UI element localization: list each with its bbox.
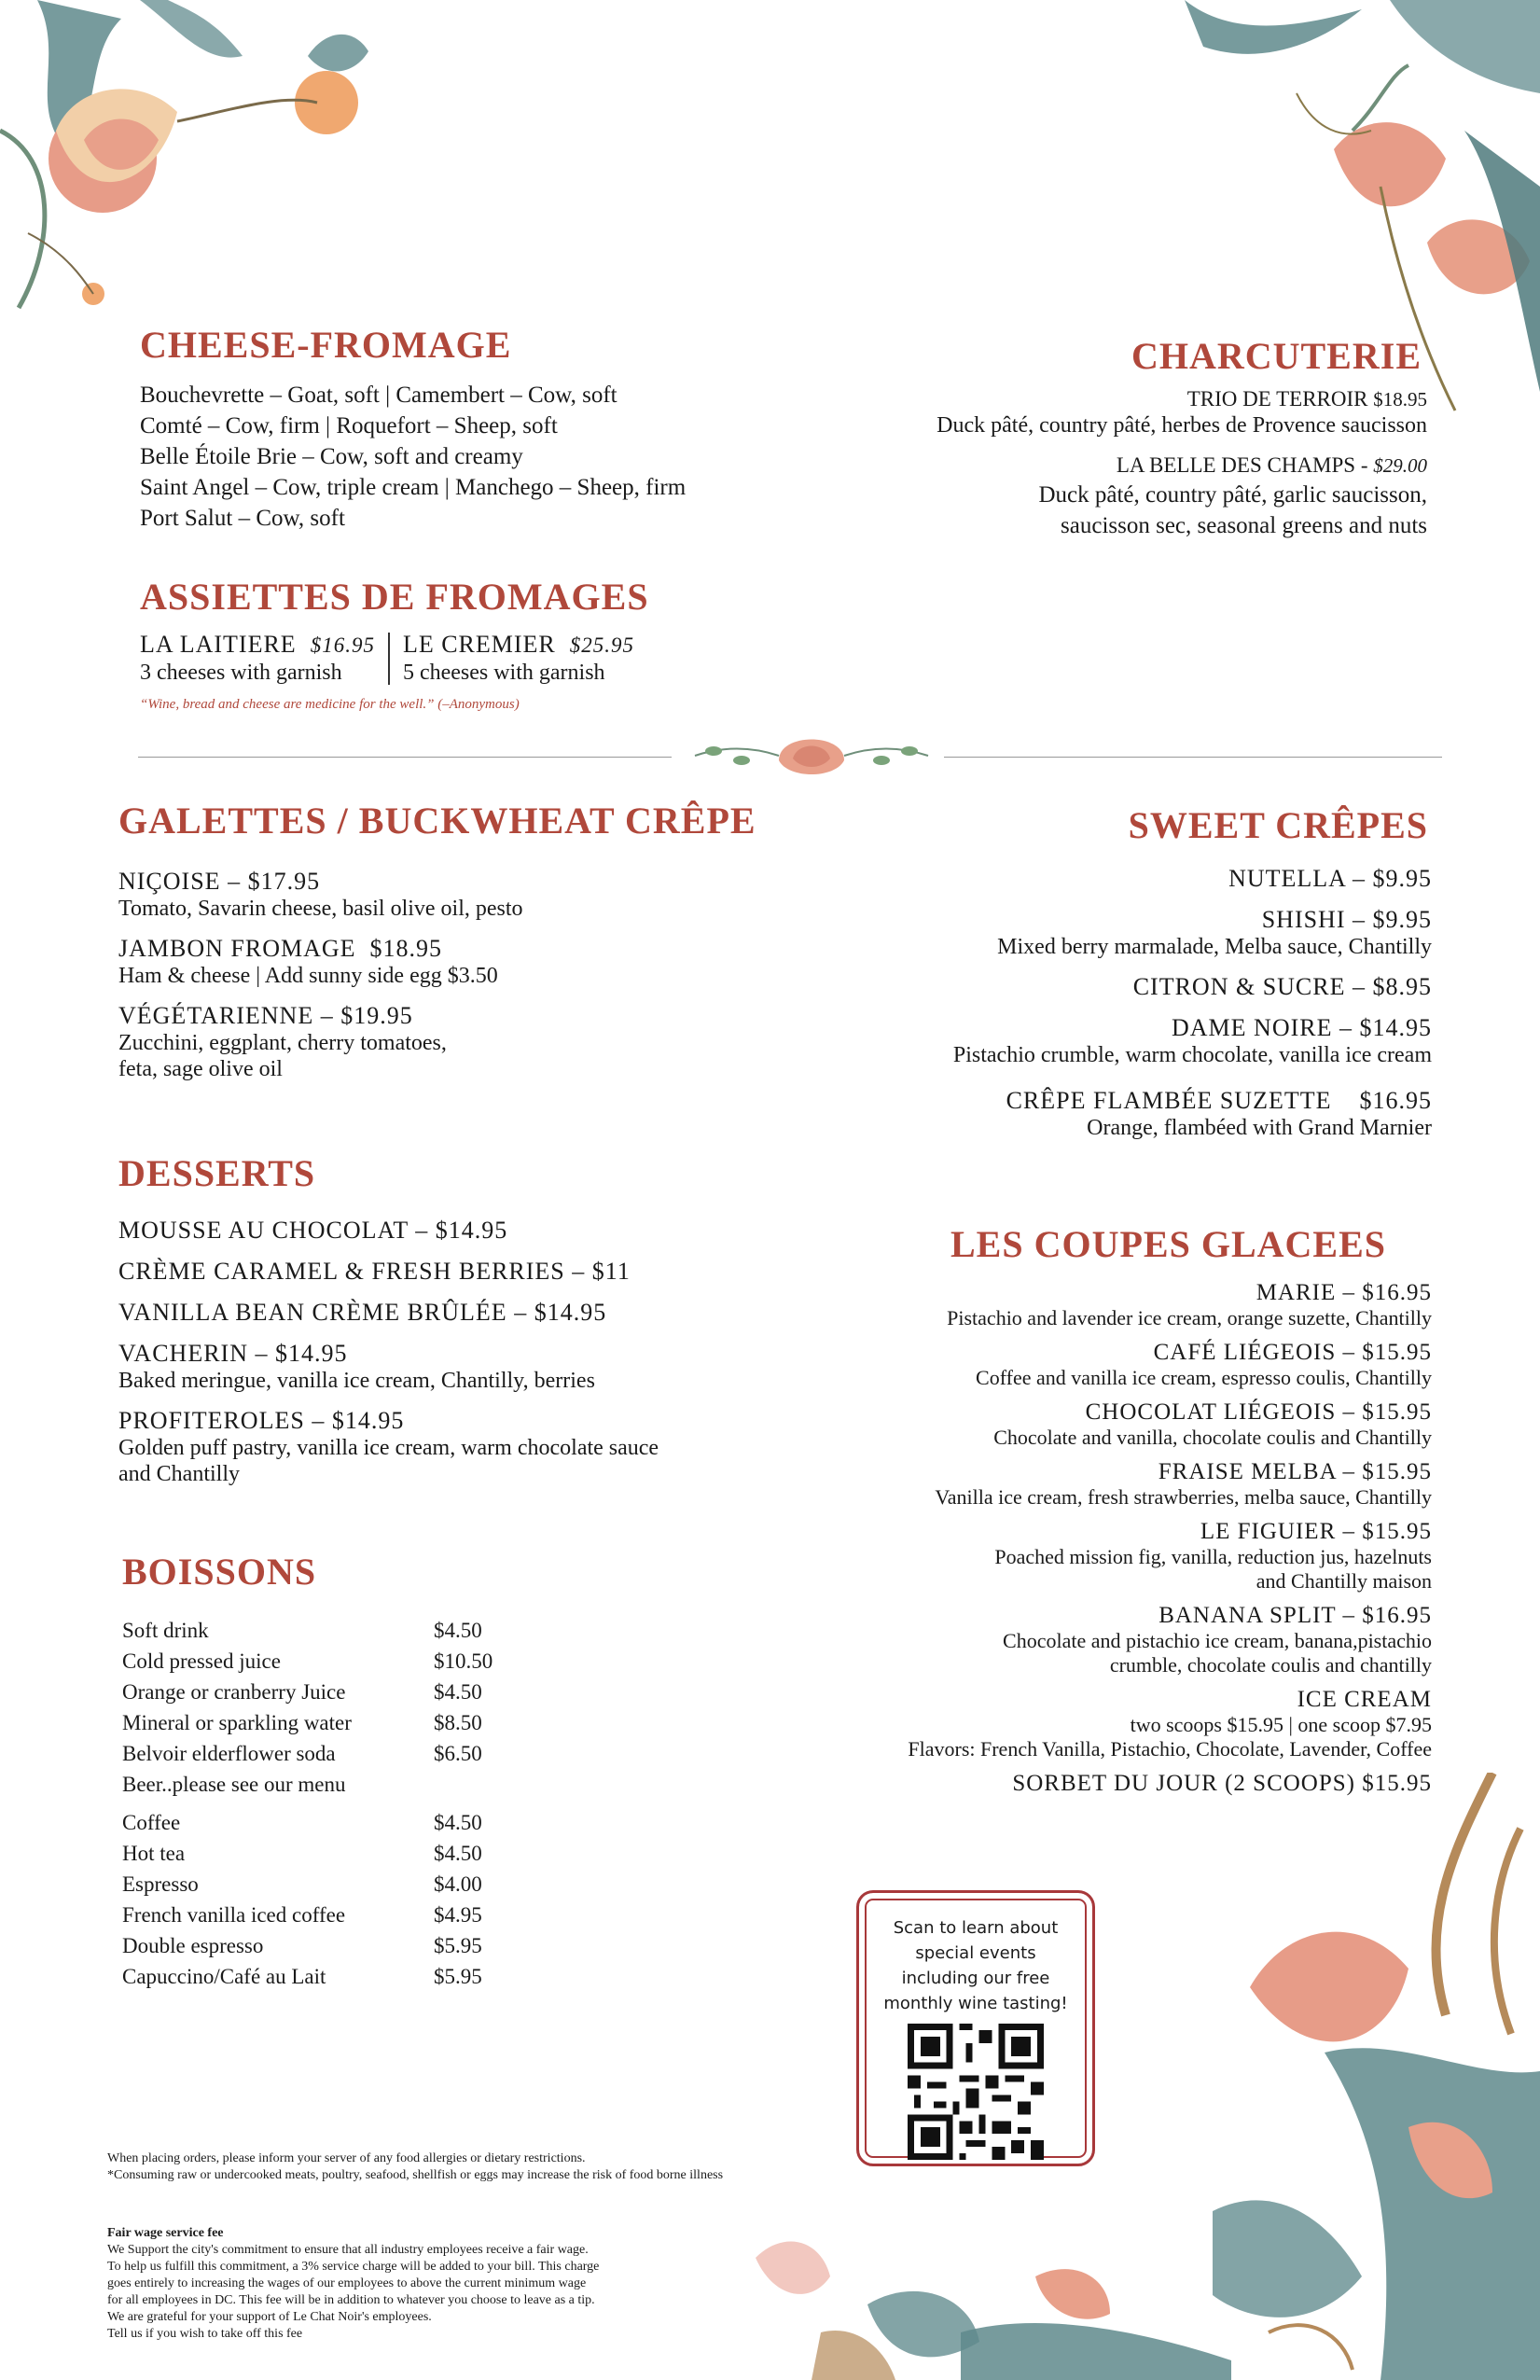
galette-name: VÉGÉTARIENNE <box>118 1002 314 1029</box>
dessert-desc: and Chantilly <box>118 1462 240 1486</box>
sweet-crepes-title: SWEET CRÊPES <box>1128 804 1428 846</box>
charcuterie-desc: Duck pâté, country pâté, herbes de Provence saucisson <box>936 413 1427 438</box>
coupe-item: FRAISE MELBA – $15.95 Vanilla ice cream, fresh strawberries, melba sauce, Chantilly <box>802 1459 1432 1510</box>
sweet-crepe-name: CRÊPE FLAMBÉE SUZETTE <box>1006 1087 1332 1114</box>
galettes-section <box>118 802 827 1095</box>
coupe-name: BANANA SPLIT <box>1158 1603 1337 1628</box>
beverage-price: $10.50 <box>434 1649 493 1673</box>
fair-wage-line: To help us fulfill this commitment, a 3% service charge will be added to your bill. This charge <box>107 2260 600 2274</box>
qr-text: special events <box>915 1943 1036 1963</box>
sweet-crepe-item <box>839 1087 1432 1141</box>
sorbet-item <box>802 1771 1432 1797</box>
beverage-price: $5.95 <box>434 1965 482 1988</box>
beverage-price: $4.50 <box>434 1619 482 1642</box>
beverage-name: Orange or cranberry Juice <box>122 1680 346 1704</box>
sweet-crepe-item: DAME NOIRE – $14.95 Pistachio crumble, warm chocolate, vanilla ice cream <box>839 1014 1432 1068</box>
qr-text: monthly wine tasting! <box>883 1994 1068 2013</box>
charcuterie-item <box>839 386 1427 438</box>
coupe-price: $16.95 <box>1362 1280 1432 1305</box>
assiette-name: LA LAITIERE <box>140 631 297 658</box>
cheese-line: Saint Angel – Cow, triple cream | Manchego – Sheep, firm <box>140 475 687 500</box>
galette-desc: Ham & cheese | Add sunny side egg $3.50 <box>118 964 498 988</box>
charcuterie-item <box>839 452 1427 541</box>
beverage-row <box>122 1961 645 1992</box>
assiettes-items <box>140 631 737 686</box>
coupes-section <box>802 1223 1432 1797</box>
dessert-name: VACHERIN <box>118 1340 248 1367</box>
sweet-crepe-price: $14.95 <box>1359 1014 1432 1041</box>
sorbet-name: SORBET DU JOUR (2 SCOOPS) <box>1012 1771 1355 1796</box>
ice-cream-prices: two scoops $15.95 | one scoop $7.95 <box>1130 1713 1432 1736</box>
coupe-item: LE FIGUIER – $15.95 Poached mission fig, vanilla, reduction jus, hazelnuts and Chantilly maison <box>802 1519 1432 1594</box>
cheese-line: Port Salut – Cow, soft <box>140 506 345 531</box>
coupe-item: BANANA SPLIT – $16.95 Chocolate and pistachio ice cream, banana,pistachio crumble, chocolate coulis and chantilly <box>802 1603 1432 1677</box>
cheese-title: CHEESE-FROMAGE <box>140 324 512 366</box>
assiette-item <box>140 631 375 686</box>
cheese-line: Comté – Cow, firm | Roquefort – Sheep, soft <box>140 413 558 438</box>
coupe-desc: Chocolate and vanilla, chocolate coulis and Chantilly <box>993 1426 1432 1449</box>
galette-item <box>118 935 827 989</box>
sorbet-price: $15.95 <box>1362 1771 1432 1796</box>
galette-name: NIÇOISE <box>118 868 221 895</box>
sweet-crepe-price: $16.95 <box>1359 1087 1432 1114</box>
flower-ornament-icon <box>686 723 937 788</box>
coupe-price: $15.95 <box>1362 1459 1432 1484</box>
boissons-title: BOISSONS <box>122 1551 317 1593</box>
coupe-desc: Coffee and vanilla ice cream, espresso coulis, Chantilly <box>976 1366 1432 1389</box>
sweet-crepe-item: CITRON & SUCRE – $8.95 <box>1132 973 1432 1000</box>
beverage-price: $5.95 <box>434 1934 482 1957</box>
beverage-row <box>122 1769 645 1800</box>
coupe-desc: Pistachio and lavender ice cream, orange suzette, Chantilly <box>947 1306 1432 1329</box>
assiette-desc: 3 cheeses with garnish <box>140 661 342 685</box>
assiette-divider <box>388 633 390 685</box>
charcuterie-desc: Duck pâté, country pâté, garlic saucisson, <box>1038 482 1427 508</box>
coupe-item: MARIE – $16.95 Pistachio and lavender ice cream, orange suzette, Chantilly <box>802 1280 1432 1330</box>
divider-left <box>138 757 672 758</box>
beverage-price: $4.95 <box>434 1903 482 1927</box>
beverage-row <box>122 1807 645 1838</box>
galettes-title: GALETTES / BUCKWHEAT CRÊPE <box>118 800 756 842</box>
beverage-row <box>122 1738 645 1769</box>
charcuterie-price: $29.00 <box>1373 454 1427 477</box>
beverage-price: $4.50 <box>434 1811 482 1834</box>
fair-wage-line: for all employees in DC. This fee will be in addition to whatever you choose to leave as a tip. <box>107 2293 595 2307</box>
floral-top-left <box>0 0 429 317</box>
dessert-item: VANILLA BEAN CRÈME BRÛLÉE – $14.95 <box>118 1299 607 1326</box>
coupe-desc: crumble, chocolate coulis and chantilly <box>1109 1653 1432 1677</box>
sweet-crepe-item: NUTELLA – $9.95 <box>1228 865 1432 892</box>
sweet-crepe-price: $9.95 <box>1372 906 1432 933</box>
coupe-desc: and Chantilly maison <box>1256 1569 1432 1593</box>
assiette-price: $16.95 <box>310 633 375 657</box>
coupe-desc: Chocolate and pistachio ice cream, banana,pistachio <box>1003 1629 1432 1652</box>
cheese-quote: “Wine, bread and cheese are medicine for the well.” (–Anonymous) <box>140 697 520 712</box>
beverage-price: $6.50 <box>434 1742 482 1765</box>
assiettes-section <box>140 578 737 713</box>
allergy-line: When placing orders, please inform your server of any food allergies or dietary restrictions. <box>107 2151 586 2165</box>
cheese-line: Bouchevrette – Goat, soft | Camembert – Cow, soft <box>140 383 617 408</box>
galette-name: JAMBON FROMAGE <box>118 935 356 962</box>
beverage-name: Hot tea <box>122 1842 186 1865</box>
allergy-line: *Consuming raw or undercooked meats, poultry, seafood, shellfish or eggs may increase the risk of food borne illness <box>107 2168 724 2182</box>
divider-right <box>944 757 1442 758</box>
beverage-name: Cold pressed juice <box>122 1649 281 1673</box>
galette-price: $19.95 <box>340 1002 413 1029</box>
beverage-row <box>122 1646 645 1677</box>
galette-desc: Zucchini, eggplant, cherry tomatoes, <box>118 1031 447 1055</box>
boissons-section <box>122 1553 645 1992</box>
assiette-item <box>403 631 634 686</box>
coupe-name: FRAISE MELBA <box>1158 1459 1337 1484</box>
dessert-item: VACHERIN – $14.95 Baked meringue, vanilla ice cream, Chantilly, berries <box>118 1340 846 1394</box>
beverage-name: Soft drink <box>122 1619 209 1642</box>
dessert-desc: Golden puff pastry, vanilla ice cream, warm chocolate sauce <box>118 1436 659 1460</box>
assiette-desc: 5 cheeses with garnish <box>402 661 605 685</box>
dessert-name: VANILLA BEAN CRÈME BRÛLÉE <box>118 1299 507 1326</box>
cheese-list <box>140 380 737 534</box>
fair-wage-line: goes entirely to increasing the wages of our employees to above the current minimum wage <box>107 2276 587 2290</box>
charcuterie-price: $18.95 <box>1373 388 1427 411</box>
charcuterie-section <box>839 335 1427 541</box>
floral-bottom-right <box>1213 1773 1540 2380</box>
beverage-row <box>122 1869 645 1900</box>
beverage-price: $4.00 <box>434 1872 482 1896</box>
coupe-price: $16.95 <box>1362 1603 1432 1628</box>
ice-cream-name: ICE CREAM <box>1297 1687 1432 1712</box>
coupe-item: CAFÉ LIÉGEOIS – $15.95 Coffee and vanilla ice cream, espresso coulis, Chantilly <box>802 1340 1432 1390</box>
coupe-name: CHOCOLAT LIÉGEOIS <box>1085 1399 1337 1425</box>
dessert-item: CRÈME CARAMEL & FRESH BERRIES – $11 <box>118 1258 631 1285</box>
fair-wage-notice <box>107 2225 779 2343</box>
beverage-price: $4.50 <box>434 1680 482 1704</box>
qr-text: including our free <box>901 1969 1050 1988</box>
fair-wage-line: We are grateful for your support of Le Chat Noir's employees. <box>107 2310 432 2324</box>
coupe-item: CHOCOLAT LIÉGEOIS – $15.95 Chocolate and vanilla, chocolate coulis and Chantilly <box>802 1399 1432 1450</box>
allergy-notice <box>107 2150 928 2184</box>
beverage-name: Beer..please see our menu <box>122 1773 346 1796</box>
beverage-row <box>122 1677 645 1707</box>
beverage-name: Espresso <box>122 1872 199 1896</box>
assiettes-title: ASSIETTES DE FROMAGES <box>140 576 649 618</box>
dessert-name: PROFITEROLES <box>118 1407 305 1434</box>
boissons-list <box>122 1615 645 1992</box>
beverage-name: Mineral or sparkling water <box>122 1711 352 1734</box>
galette-item: NIÇOISE – $17.95 Tomato, Savarin cheese, basil olive oil, pesto <box>118 868 827 922</box>
sweet-crepe-name: CITRON & SUCRE <box>1132 973 1346 1000</box>
qr-code-icon[interactable] <box>908 2024 1044 2160</box>
assiette-name: LE CREMIER <box>402 631 556 658</box>
ice-cream-item <box>802 1687 1432 1761</box>
desserts-title: DESSERTS <box>118 1152 316 1194</box>
dessert-price: $11 <box>591 1258 631 1285</box>
beverage-row <box>122 1615 645 1646</box>
dessert-name: CRÈME CARAMEL & FRESH BERRIES <box>118 1258 565 1285</box>
ice-cream-flavors: Flavors: French Vanilla, Pistachio, Chocolate, Lavender, Coffee <box>908 1737 1432 1761</box>
galette-price: $18.95 <box>369 935 443 962</box>
sweet-crepe-name: DAME NOIRE <box>1172 1014 1333 1041</box>
beverage-row <box>122 1707 645 1738</box>
beverage-price: $8.50 <box>434 1711 482 1734</box>
dessert-price: $14.95 <box>274 1340 348 1367</box>
coupe-desc: Poached mission fig, vanilla, reduction jus, hazelnuts <box>994 1545 1432 1568</box>
coupe-desc: Vanilla ice cream, fresh strawberries, melba sauce, Chantilly <box>935 1485 1432 1509</box>
cheese-line: Belle Étoile Brie – Cow, soft and creamy <box>140 444 523 469</box>
sweet-crepe-name: NUTELLA <box>1228 865 1346 892</box>
coupe-price: $15.95 <box>1362 1399 1432 1425</box>
coupe-name: LE FIGUIER <box>1200 1519 1337 1544</box>
galette-price: $17.95 <box>247 868 321 895</box>
dessert-desc: Baked meringue, vanilla ice cream, Chantilly, berries <box>118 1369 595 1393</box>
sweet-crepes-section <box>839 804 1432 1154</box>
sweet-crepe-price: $9.95 <box>1372 865 1432 892</box>
desserts-section <box>118 1152 846 1500</box>
fair-wage-line: Tell us if you wish to take off this fee <box>107 2327 303 2341</box>
galette-desc: Tomato, Savarin cheese, basil olive oil, pesto <box>118 897 523 921</box>
beverage-name: Belvoir elderflower soda <box>122 1742 336 1765</box>
dessert-item: MOUSSE AU CHOCOLAT – $14.95 <box>118 1217 508 1244</box>
sweet-crepe-price: $8.95 <box>1372 973 1432 1000</box>
coupe-name: CAFÉ LIÉGEOIS <box>1153 1340 1337 1365</box>
coupe-name: MARIE <box>1256 1280 1337 1305</box>
dessert-name: MOUSSE AU CHOCOLAT <box>118 1217 409 1244</box>
sweet-crepe-desc: Mixed berry marmalade, Melba sauce, Chantilly <box>997 935 1432 959</box>
beverage-name: Coffee <box>122 1811 181 1834</box>
coupes-title: LES COUPES GLACEES <box>950 1223 1387 1265</box>
beverage-price: $4.50 <box>434 1842 482 1865</box>
fair-wage-line: We Support the city's commitment to ensure that all industry employees receive a fair wage. <box>107 2243 589 2257</box>
beverage-row <box>122 1838 645 1869</box>
galette-desc: feta, sage olive oil <box>118 1057 283 1081</box>
qr-text: Scan to learn about <box>893 1918 1059 1938</box>
dessert-price: $14.95 <box>534 1299 607 1326</box>
assiette-price: $25.95 <box>569 633 635 657</box>
beverage-name: French vanilla iced coffee <box>122 1903 346 1927</box>
beverage-row <box>122 1930 645 1961</box>
coupe-price: $15.95 <box>1362 1519 1432 1544</box>
sweet-crepe-name: SHISHI <box>1261 906 1346 933</box>
dessert-item: PROFITEROLES – $14.95 Golden puff pastry, vanilla ice cream, warm chocolate sauce and Chantilly <box>118 1407 846 1487</box>
floral-bottom-center <box>728 2220 1231 2380</box>
dessert-price: $14.95 <box>435 1217 508 1244</box>
coupe-price: $15.95 <box>1362 1340 1432 1365</box>
beverage-name: Double espresso <box>122 1934 264 1957</box>
charcuterie-name: TRIO DE TERROIR <box>1186 387 1368 411</box>
beverage-name: Capuccino/Café au Lait <box>122 1965 326 1988</box>
qr-promo-box <box>856 1890 1095 2166</box>
cheese-section <box>140 324 737 534</box>
dessert-price: $14.95 <box>331 1407 405 1434</box>
sweet-crepe-desc: Orange, flambéed with Grand Marnier <box>1087 1116 1432 1140</box>
charcuterie-desc: saucisson sec, seasonal greens and nuts <box>1061 513 1427 538</box>
charcuterie-name: LA BELLE DES CHAMPS - <box>1116 453 1368 477</box>
galette-item: VÉGÉTARIENNE – $19.95 Zucchini, eggplant, cherry tomatoes, feta, sage olive oil <box>118 1002 827 1082</box>
charcuterie-title: CHARCUTERIE <box>1131 335 1422 377</box>
sweet-crepe-desc: Pistachio crumble, warm chocolate, vanilla ice cream <box>952 1043 1432 1067</box>
sweet-crepe-item: SHISHI – $9.95 Mixed berry marmalade, Melba sauce, Chantilly <box>839 906 1432 960</box>
fair-wage-title: Fair wage service fee <box>107 2226 224 2240</box>
beverage-row <box>122 1900 645 1930</box>
